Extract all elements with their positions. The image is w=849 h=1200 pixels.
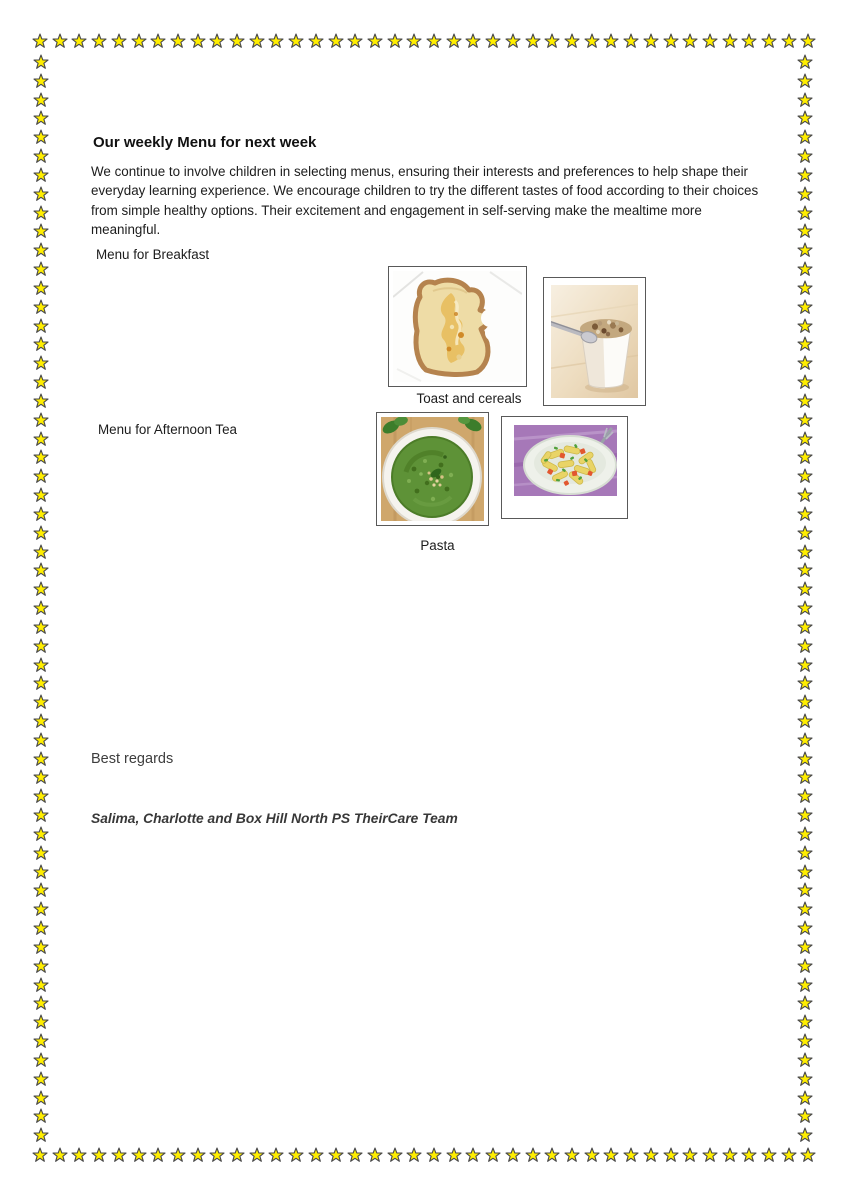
star-icon [796,1033,814,1049]
star-icon [149,33,167,49]
star-icon [32,280,50,296]
star-icon [32,374,50,390]
star-icon [796,393,814,409]
star-icon [366,33,384,49]
star-icon [484,33,502,49]
star-icon [701,1147,719,1163]
star-icon [796,299,814,315]
star-icon [32,826,50,842]
star-icon [32,619,50,635]
star-icon [32,732,50,748]
star-icon [796,412,814,428]
star-icon [796,675,814,691]
star-icon [32,355,50,371]
star-icon [796,751,814,767]
star-icon [32,487,50,503]
star-icon [796,920,814,936]
star-icon [796,864,814,880]
star-icon [796,318,814,334]
star-icon [130,1147,148,1163]
star-icon [405,1147,423,1163]
star-icon [796,54,814,70]
star-icon [32,1127,50,1143]
star-icon [760,1147,778,1163]
star-icon [32,129,50,145]
star-icon [386,1147,404,1163]
star-icon [543,33,561,49]
star-border-right [796,54,814,1144]
star-icon [327,1147,345,1163]
star-icon [32,788,50,804]
star-icon [504,1147,522,1163]
star-icon [32,1090,50,1106]
star-icon [287,33,305,49]
star-icon [796,1052,814,1068]
star-icon [796,657,814,673]
star-icon [681,33,699,49]
star-icon [32,977,50,993]
star-icon [796,1014,814,1030]
star-icon [32,958,50,974]
star-icon [796,562,814,578]
star-icon [32,675,50,691]
star-icon [31,1147,49,1163]
star-icon [228,1147,246,1163]
star-icon [425,1147,443,1163]
star-icon [796,769,814,785]
star-icon [110,1147,128,1163]
star-icon [796,506,814,522]
star-icon [70,33,88,49]
star-icon [622,1147,640,1163]
star-icon [32,148,50,164]
star-icon [796,1090,814,1106]
star-icon [425,33,443,49]
star-icon [796,261,814,277]
star-icon [32,167,50,183]
star-icon [796,826,814,842]
star-icon [796,807,814,823]
star-icon [32,393,50,409]
star-icon [796,882,814,898]
star-icon [796,694,814,710]
star-icon [780,1147,798,1163]
star-icon [267,33,285,49]
star-icon [796,449,814,465]
star-icon [169,1147,187,1163]
star-icon [524,33,542,49]
intro-paragraph: We continue to involve children in selecting menus, ensuring their interests and preferences to help shape their everyday learning experience. We encourage children to try the different tastes of food according to their choices from simple healthy options. Their excitement and engagement in self-serving make the mealtime more meaningful. [91,164,759,238]
pasta-photo-graphic [514,425,617,496]
star-icon [307,1147,325,1163]
star-icon [32,336,50,352]
star-icon [662,33,680,49]
star-icon [464,33,482,49]
star-icon [32,657,50,673]
star-icon [796,1071,814,1087]
star-icon [405,33,423,49]
star-icon [445,33,463,49]
star-icon [32,751,50,767]
star-icon [32,939,50,955]
cereal-photo-graphic [551,285,638,398]
star-icon [796,92,814,108]
star-icon [32,882,50,898]
star-icon [602,1147,620,1163]
star-icon [130,33,148,49]
star-icon [346,33,364,49]
star-icon [796,186,814,202]
star-icon [796,336,814,352]
star-icon [307,33,325,49]
star-icon [208,1147,226,1163]
star-icon [32,431,50,447]
star-icon [796,845,814,861]
star-icon [51,33,69,49]
star-icon [524,1147,542,1163]
closing-text: Best regards [91,751,174,767]
cereal-cup-photo [543,277,646,406]
star-icon [32,110,50,126]
star-icon [346,1147,364,1163]
star-icon [796,581,814,597]
star-icon [796,280,814,296]
star-icon [366,1147,384,1163]
star-icon [32,318,50,334]
star-icon [681,1147,699,1163]
star-icon [32,713,50,729]
star-icon [796,901,814,917]
star-icon [484,1147,502,1163]
star-icon [32,544,50,560]
star-icon [780,33,798,49]
star-icon [796,374,814,390]
star-icon [327,33,345,49]
star-icon [32,1033,50,1049]
star-icon [32,205,50,221]
star-icon [543,1147,561,1163]
star-border-top [31,33,818,51]
star-icon [464,1147,482,1163]
star-icon [32,864,50,880]
star-icon [796,223,814,239]
toast-photo-graphic [393,271,522,382]
star-icon [248,1147,266,1163]
star-border-bottom [31,1147,818,1165]
star-icon [189,33,207,49]
star-icon [32,73,50,89]
star-icon [796,129,814,145]
signature-text: Salima, Charlotte and Box Hill North PS TheirCare Team [91,811,458,826]
star-icon [642,1147,660,1163]
star-icon [32,468,50,484]
star-icon [32,242,50,258]
star-icon [32,845,50,861]
star-icon [32,525,50,541]
star-icon [563,33,581,49]
star-icon [445,1147,463,1163]
star-icon [721,33,739,49]
star-icon [32,1052,50,1068]
star-icon [796,977,814,993]
star-icon [583,1147,601,1163]
star-icon [51,1147,69,1163]
star-icon [796,1127,814,1143]
star-icon [32,638,50,654]
star-icon [796,487,814,503]
star-icon [90,1147,108,1163]
star-icon [32,54,50,70]
star-icon [796,73,814,89]
star-icon [740,1147,758,1163]
pesto-bowl-photo [376,412,489,526]
star-icon [90,33,108,49]
star-icon [32,223,50,239]
pasta-bowl-photo [501,416,628,519]
star-icon [110,33,128,49]
star-icon [796,958,814,974]
star-icon [32,995,50,1011]
star-icon [796,713,814,729]
star-icon [32,1014,50,1030]
star-border-left [32,54,50,1144]
star-icon [32,412,50,428]
star-icon [563,1147,581,1163]
star-icon [267,1147,285,1163]
afternoon-tea-caption: Pasta [420,538,455,553]
star-icon [760,33,778,49]
star-icon [602,33,620,49]
star-icon [662,1147,680,1163]
star-icon [796,995,814,1011]
star-icon [796,619,814,635]
star-icon [701,33,719,49]
star-icon [504,33,522,49]
pesto-photo-graphic [381,417,484,521]
star-icon [796,468,814,484]
star-icon [32,920,50,936]
star-icon [799,33,817,49]
star-icon [583,33,601,49]
star-icon [149,1147,167,1163]
toast-with-spread-photo [388,266,527,387]
star-icon [32,299,50,315]
star-icon [32,562,50,578]
star-icon [32,1108,50,1124]
star-icon [799,1147,817,1163]
star-icon [796,205,814,221]
page-title: Our weekly Menu for next week [93,134,317,151]
star-icon [32,506,50,522]
star-icon [32,1071,50,1087]
breakfast-section-label: Menu for Breakfast [96,247,210,262]
star-icon [796,600,814,616]
star-icon [287,1147,305,1163]
star-icon [32,581,50,597]
afternoon-tea-section-label: Menu for Afternoon Tea [98,422,237,437]
star-icon [796,242,814,258]
star-icon [32,807,50,823]
star-icon [796,544,814,560]
star-icon [796,939,814,955]
star-icon [796,732,814,748]
star-icon [32,901,50,917]
star-icon [796,638,814,654]
star-icon [32,261,50,277]
star-icon [796,148,814,164]
star-icon [796,167,814,183]
star-icon [32,186,50,202]
breakfast-caption: Toast and cereals [416,391,522,406]
star-icon [32,600,50,616]
star-icon [796,525,814,541]
star-icon [32,769,50,785]
star-icon [208,33,226,49]
star-icon [386,33,404,49]
star-icon [796,110,814,126]
star-icon [796,1108,814,1124]
star-icon [32,92,50,108]
star-icon [32,694,50,710]
star-icon [32,449,50,465]
star-icon [796,788,814,804]
star-icon [796,431,814,447]
star-icon [796,355,814,371]
star-icon [622,33,640,49]
star-icon [721,1147,739,1163]
star-icon [31,33,49,49]
star-icon [189,1147,207,1163]
star-icon [642,33,660,49]
star-icon [740,33,758,49]
star-icon [228,33,246,49]
star-icon [248,33,266,49]
star-icon [70,1147,88,1163]
star-icon [169,33,187,49]
